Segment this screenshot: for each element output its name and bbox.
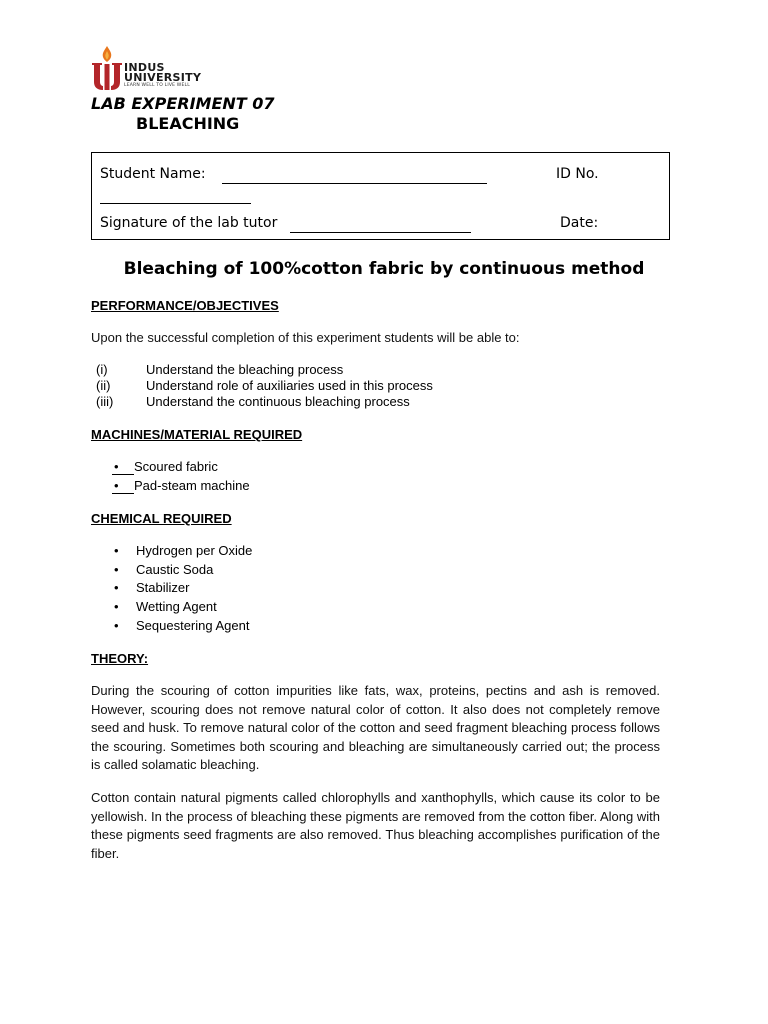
main-heading: Bleaching of 100%cotton fabric by continuous method [123,259,645,279]
bullet-icon: • [114,580,119,595]
chemical-text: Sequestering Agent [136,618,250,633]
flame-emblem-icon [91,44,123,92]
objective-text: Understand the bleaching process [146,362,344,377]
bullet-icon: • [114,618,119,633]
logo-line-2: UNIVERSITY [124,71,202,84]
machine-item [112,478,250,494]
theory-heading: THEORY: [91,651,149,666]
lab-title: LAB EXPERIMENT 07 [91,94,275,113]
chemical-text: Caustic Soda [136,562,214,577]
bullet-icon: • [114,543,119,558]
objective-number: (iii) [96,394,114,409]
machine-item [112,459,218,475]
signature-field[interactable] [290,232,471,233]
university-logo [91,44,231,92]
objectives-heading: PERFORMANCE/OBJECTIVES [91,298,279,313]
logo-line-1: INDUS [124,61,165,74]
objective-number: (i) [96,362,108,377]
student-name-field[interactable] [222,183,487,184]
bullet-icon: • [112,478,134,494]
bullet-icon: • [114,562,119,577]
theory-paragraph-2: Cotton contain natural pigments called chlorophylls and xanthophylls, which cause its color to be yellowish. In the process of bleaching these pigments are removed from the cotton fiber. Along with these pigments seed fragments are also removed. Thus bleaching accomplishes purification of the fiber. [91,790,660,861]
bullet-icon: • [114,599,119,614]
lab-subtitle: BLEACHING [136,114,240,133]
chemical-text: Wetting Agent [136,599,217,614]
machines-heading: MACHINES/MATERIAL REQUIRED [91,427,303,442]
objectives-intro: Upon the successful completion of this experiment students will be able to: [91,330,520,345]
logo-tagline: LEARN WELL TO LIVE WELL [124,83,190,88]
chemicals-heading: CHEMICAL REQUIRED [91,511,232,526]
objective-number: (ii) [96,378,111,393]
objective-text: Understand the continuous bleaching process [146,394,410,409]
id-label: ID No. [556,166,599,182]
machine-text: Pad-steam machine [134,478,250,493]
chemical-text: Hydrogen per Oxide [136,543,253,558]
date-label: Date: [560,215,599,231]
student-name-label: Student Name: [100,166,206,182]
student-info-box [91,152,670,240]
machine-text: Scoured fabric [134,459,218,474]
chemical-text: Stabilizer [136,580,190,595]
signature-label: Signature of the lab tutor [100,215,278,231]
id-field[interactable] [100,203,251,204]
bullet-icon: • [112,459,134,475]
theory-paragraph-1: During the scouring of cotton impurities like fats, wax, proteins, pectins and ash is removed. However, scouring does not remove natural color of cotton. It also does not completely remove seed and husk. To remove natural color of the cotton and seed fragment bleaching process follows the scouring. Sometimes both scouring and bleaching are simultaneously carried out; the process is called solamatic bleaching. [91,683,660,773]
objective-text: Understand role of auxiliaries used in this process [146,378,433,393]
